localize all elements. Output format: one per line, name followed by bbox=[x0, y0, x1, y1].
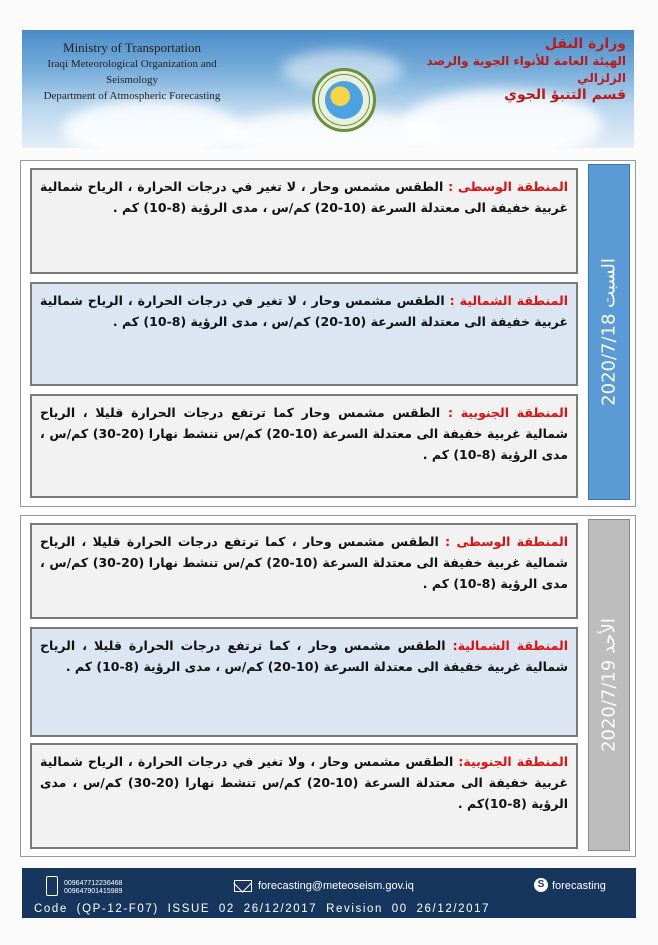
organization-name-ar: الهيئة العامة للأنواء الجوية والرصد الزلزالي bbox=[426, 54, 626, 85]
phone-number-2: 009647901415989 bbox=[64, 888, 123, 895]
forecast-text: الطقس مشمس وحار كما ترتفع درجات الحرارة قليلا ، الرياح شمالية غربية خفيفة الى معتدلة السرعة (10-20) كم/س تنشط نهارا (20-30) كم/س ، مدى الرؤية (8-10) كم . bbox=[40, 405, 568, 462]
document-code: Code (QP-12-F07) ISSUE 02 26/12/2017 Revision 00 26/12/2017 bbox=[34, 903, 491, 915]
phone-numbers bbox=[64, 880, 122, 896]
organization-name-en: Iraqi Meteorological Organization and Seismology bbox=[47, 58, 217, 86]
sun-cloud-icon bbox=[325, 81, 363, 119]
region-name: المنطقة الوسطى : bbox=[445, 534, 568, 549]
forecast-text: الطقس مشمس وحار ، لا تغير في درجات الحرارة ، الرياح شمالية غربية خفيفة الى معتدلة السرعة (10-20) كم/س ، مدى الرؤية (8-10) كم . bbox=[40, 293, 568, 329]
skype-handle[interactable]: forecasting bbox=[552, 880, 606, 892]
region-name: المنطقة الجنوبية : bbox=[447, 405, 568, 420]
day-label: 2020/7/18 السبت bbox=[598, 258, 620, 406]
day-label-bar-1 bbox=[588, 164, 630, 500]
forecast-central-day2 bbox=[30, 523, 578, 619]
footer bbox=[22, 868, 636, 918]
region-name: المنطقة الوسطى : bbox=[448, 179, 568, 194]
mobile-phone-icon bbox=[46, 876, 58, 896]
envelope-icon bbox=[234, 880, 252, 892]
ministry-name-ar: وزارة النقل bbox=[544, 36, 626, 52]
skype-icon: S bbox=[534, 878, 548, 892]
email-link[interactable]: forecasting@meteoseism.gov.iq bbox=[258, 880, 414, 892]
forecast-south-day1 bbox=[30, 394, 578, 498]
phone-number-1: 009647712236468 bbox=[64, 880, 123, 887]
day-label: 2020/7/19 الأحد bbox=[598, 618, 620, 752]
forecast-text: الطقس مشمس وحار ، كما ترتفع درجات الحرارة قليلا ، الرياح شمالية غربية خفيفة الى معتدلة السرعة (10-20) كم/س ، مدى الرؤية (8-10) كم . bbox=[40, 638, 568, 674]
organization-logo bbox=[312, 68, 376, 132]
forecast-text: الطقس مشمس وحار ، ولا تغير في درجات الحرارة ، الرياح شمالية غربية خفيفة الى معتدلة السرعة (10-20) كم/س تنشط نهارا (20-30) كم/س ، مدى الرؤية (8-10)كم . bbox=[40, 754, 568, 811]
day-label-bar-2 bbox=[588, 519, 630, 851]
header-arabic bbox=[426, 36, 626, 104]
department-name-en: Department of Atmospheric Forecasting bbox=[43, 90, 221, 102]
forecast-text: الطقس مشمس وحار ، كما ترتفع درجات الحرارة قليلا ، الرياح شمالية غربية خفيفة الى معتدلة السرعة (10-20) كم/س تنشط نهارا (20-30) كم/س ، مدى الرؤية (8-10) كم . bbox=[40, 534, 568, 591]
forecast-north-day1 bbox=[30, 282, 578, 386]
header-english bbox=[22, 40, 242, 104]
department-name-ar: قسم التنبؤ الجوي bbox=[504, 87, 626, 103]
forecast-north-day2 bbox=[30, 627, 578, 737]
forecast-text: الطقس مشمس وحار ، لا تغير في درجات الحرارة ، الرياح شمالية غربية خفيفة الى معتدلة السرعة (10-20) كم/س ، مدى الرؤية (8-10) كم . bbox=[40, 179, 568, 215]
forecast-south-day2 bbox=[30, 743, 578, 849]
header-banner bbox=[22, 30, 634, 148]
region-name: المنطقة الجنوبية: bbox=[458, 754, 568, 769]
region-name: المنطقة الشمالية: bbox=[452, 638, 569, 653]
ministry-name-en: Ministry of Transportation bbox=[63, 40, 201, 55]
forecast-central-day1 bbox=[30, 168, 578, 274]
region-name: المنطقة الشمالية : bbox=[449, 293, 568, 308]
